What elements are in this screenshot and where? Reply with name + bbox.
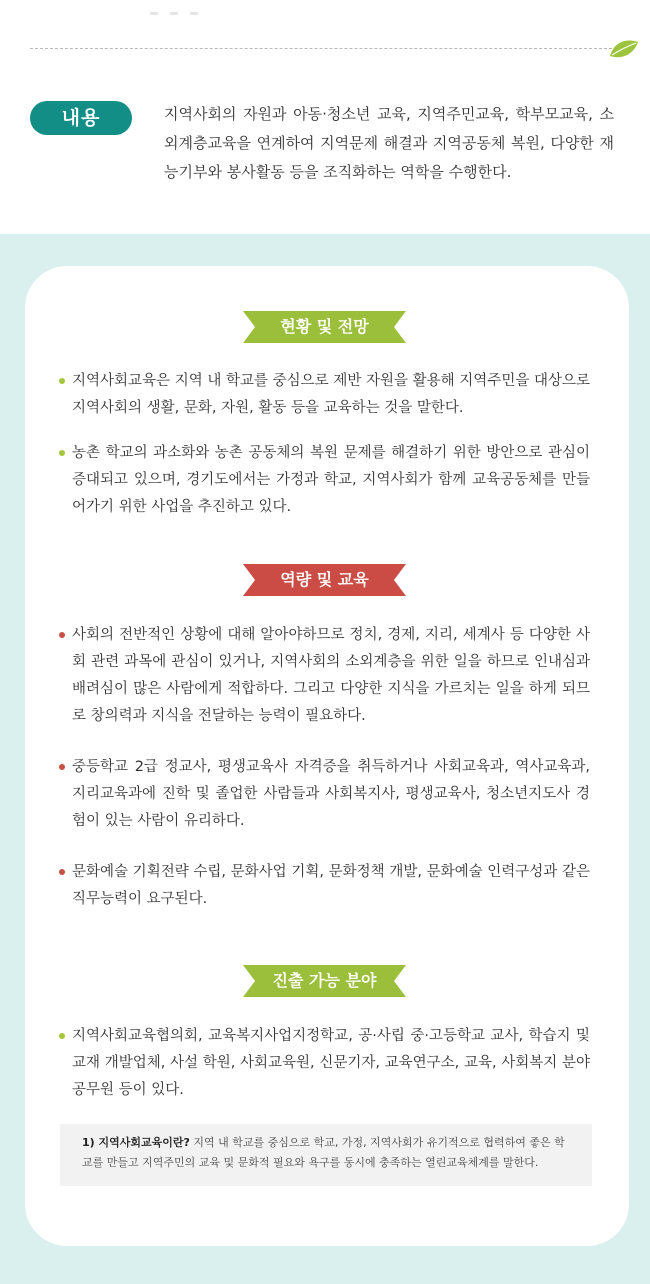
bullet-dot (59, 632, 65, 638)
bullet-dot (59, 378, 65, 384)
section-ribbon-career (243, 965, 406, 997)
list-item-text: 중등학교 2급 정교사, 평생교육사 자격증을 취득하거나 사회교육과, 역사교육과, 지리교육과에 진학 및 졸업한 사람들과 사회복지사, 평생교육사, 청소년지도사 경험이 있는 사람이 유리하다. (72, 759, 590, 829)
list-item-text: 지역사회교육은 지역 내 학교를 중심으로 제반 자원을 활용해 지역주민을 대상으로 지역사회의 생활, 문화, 자원, 활동 등을 교육하는 것을 말한다. (72, 373, 590, 416)
list-item-text: 문화예술 기획전략 수립, 문화사업 기획, 문화정책 개발, 문화예술 인력구성과 같은 직무능력이 요구된다. (72, 864, 590, 907)
bullet-dot (59, 869, 65, 875)
top-fade-marks (150, 0, 270, 4)
list-item-text: 사회의 전반적인 상황에 대해 알아야하므로 정치, 경제, 지리, 세계사 등 다양한 사회 관련 과목에 관심이 있거나, 지역사회의 소외계층을 위한 일을 하므로 인내심과 배려심이 많은 사람에게 적합하다. 그리고 다양한 지식을 가르치는 일을 하게 되므로 창의력과 지식을 전달하는 능력이 필요하다. (72, 627, 590, 724)
footnote-text: 지역 내 학교를 중심으로 학교, 가정, 지역사회가 유기적으로 협력하여 좋은 학교를 만들고 지역주민의 교육 및 문화적 필요와 욕구를 동시에 충족하는 열린교육체계를 말한다. (82, 1136, 565, 1169)
content-badge: 내용 (30, 101, 132, 135)
bullet-dot (59, 1033, 65, 1039)
list-item (58, 440, 590, 521)
list-item-text: 지역사회교육협의회, 교육복지사업지정학교, 공·사립 중·고등학교 교사, 학습지 및 교재 개발업체, 사설 학원, 사회교육원, 신문기자, 교육연구소, 교육, 사회복지 분야 공무원 등이 있다. (72, 1028, 590, 1098)
section-title-career: 진출 가능 분야 (272, 971, 377, 990)
top-area (0, 0, 650, 234)
bullet-dot (59, 764, 65, 770)
footnote-box (60, 1124, 592, 1186)
list-item (58, 368, 590, 422)
leaf-icon (608, 36, 640, 60)
career-list (58, 1023, 590, 1104)
section-title-outlook: 현황 및 전망 (280, 317, 369, 336)
intro-text: 지역사회의 자원과 아동·청소년 교육, 지역주민교육, 학부모교육, 소외계층교육을 연계하여 지역문제 해결과 지역공동체 복원, 다양한 재능기부와 봉사활동 등을 조직화하는 역학을 수행한다. (164, 105, 614, 181)
bullet-dot (59, 450, 65, 456)
list-item-text: 농촌 학교의 과소화와 농촌 공동체의 복원 문제를 해결하기 위한 방안으로 관심이 증대되고 있으며, 경기도에서는 가정과 학교, 지역사회가 함께 교육공동체를 만들어가기 위한 사업을 추진하고 있다. (72, 445, 590, 515)
competency-list (58, 622, 590, 913)
list-item (58, 1023, 590, 1104)
outlook-list (58, 368, 590, 521)
section-title-competency: 역량 및 교육 (280, 570, 369, 589)
list-item (58, 859, 590, 913)
footnote-title: 1) 지역사회교육이란? (82, 1136, 190, 1149)
list-item (58, 754, 590, 835)
section-ribbon-competency (243, 564, 406, 596)
dashed-divider (30, 48, 612, 49)
section-ribbon-outlook (243, 311, 406, 343)
list-item (58, 622, 590, 730)
